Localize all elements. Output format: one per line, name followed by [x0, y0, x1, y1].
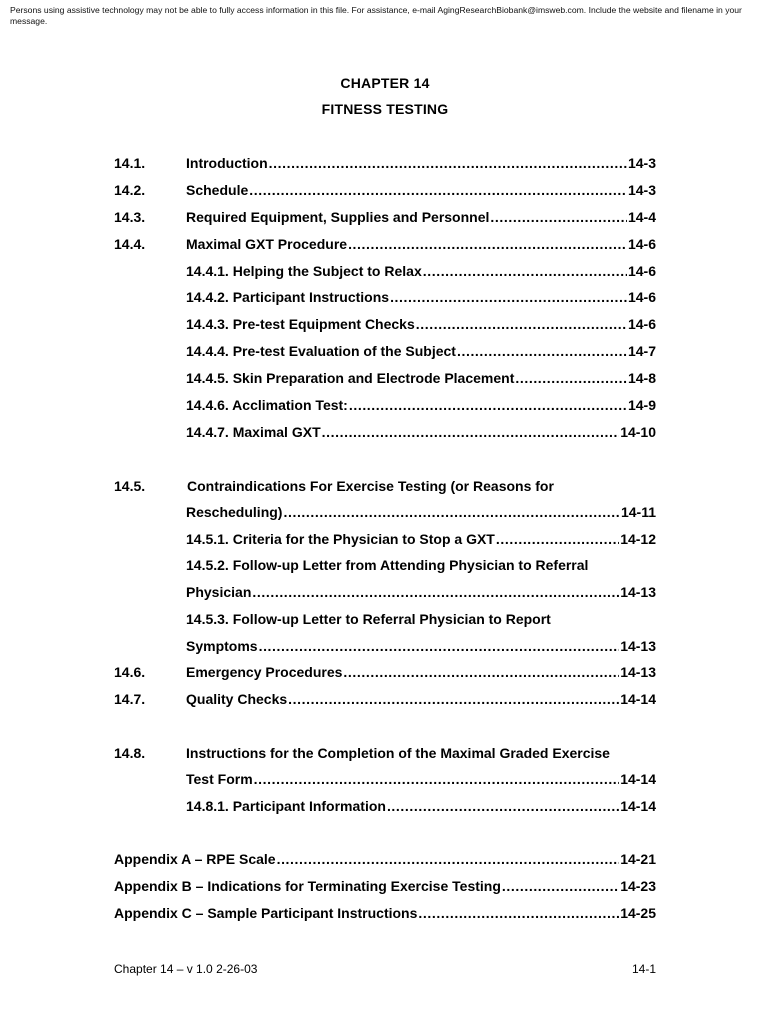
chapter-subtitle: FITNESS TESTING	[321, 101, 449, 117]
toc-entry-label: Appendix A – RPE Scale	[114, 851, 276, 867]
accessibility-notice: Persons using assistive technology may not be able to fully access information in this file. For assistance, e-mail AgingResearchBiobank@imsweb.com. Include the website and filename in your message.	[10, 5, 742, 26]
toc-leader-dots	[252, 581, 619, 603]
toc-number: 14.8.	[114, 745, 146, 761]
toc-entry[interactable]	[186, 233, 656, 255]
toc-entry-page: 14-8	[627, 370, 656, 386]
toc-entry-label: 14.4.5. Skin Preparation and Electrode Placement	[186, 370, 515, 386]
toc-entry[interactable]	[186, 528, 656, 550]
toc-leader-dots	[277, 848, 620, 870]
toc-leader-dots	[418, 902, 619, 924]
toc-leader-dots	[259, 635, 620, 657]
toc-leader-dots	[490, 206, 627, 228]
toc-appendix-entry[interactable]	[114, 875, 656, 897]
toc-entry-label: Appendix B – Indications for Terminating Exercise Testing	[114, 878, 501, 894]
toc-entry-label: Physician	[186, 584, 252, 600]
toc-leader-dots	[515, 367, 627, 389]
toc-entry-page: 14-21	[620, 851, 656, 867]
toc-number: 14.3.	[114, 209, 146, 225]
toc-leader-dots	[387, 795, 619, 817]
toc-entry[interactable]	[186, 286, 656, 308]
toc-leader-dots	[269, 152, 627, 174]
toc-entry[interactable]	[186, 179, 656, 201]
toc-entry-page: 14-7	[627, 343, 656, 359]
toc-entry-label: Rescheduling)	[186, 504, 283, 520]
toc-number: 14.7.	[114, 691, 146, 707]
toc-entry[interactable]	[186, 367, 656, 389]
toc-leader-dots	[502, 875, 619, 897]
toc-entry-page: 14-14	[620, 691, 656, 707]
toc-entry[interactable]	[186, 260, 656, 282]
toc-entry-page: 14-13	[620, 638, 656, 654]
toc-entry-label-line1[interactable]: 14.5.2. Follow-up Letter from Attending Physician to Referral	[186, 557, 589, 573]
toc-entry[interactable]	[186, 313, 656, 335]
toc-entry-label: 14.4.3. Pre-test Equipment Checks	[186, 316, 415, 332]
toc-entry-page: 14-23	[620, 878, 656, 894]
toc-entry[interactable]	[186, 152, 656, 174]
toc-entry-page: 14-6	[627, 236, 656, 252]
toc-entry-page: 14-4	[627, 209, 656, 225]
toc-entry[interactable]	[186, 501, 656, 523]
toc-leader-dots	[288, 688, 619, 710]
toc-leader-dots	[423, 260, 627, 282]
toc-leader-dots	[322, 421, 620, 443]
toc-entry[interactable]	[186, 635, 656, 657]
toc-entry-page: 14-6	[627, 263, 656, 279]
toc-entry-label: Symptoms	[186, 638, 258, 654]
toc-entry-page: 14-12	[620, 531, 656, 547]
toc-entry-label-line1[interactable]: Instructions for the Completion of the Maximal Graded Exercise	[186, 745, 610, 761]
toc-entry[interactable]	[186, 661, 656, 683]
toc-entry-page: 14-3	[627, 155, 656, 171]
toc-entry-page: 14-14	[620, 771, 656, 787]
toc-entry[interactable]	[186, 795, 656, 817]
toc-entry-label: Required Equipment, Supplies and Personnel	[186, 209, 490, 225]
toc-appendix-entry[interactable]	[114, 848, 656, 870]
toc-entry-label: Test Form	[186, 771, 253, 787]
toc-leader-dots	[416, 313, 627, 335]
toc-entry-label: 14.4.2. Participant Instructions	[186, 289, 390, 305]
toc-leader-dots	[348, 233, 627, 255]
toc-entry-label: 14.8.1. Participant Information	[186, 798, 386, 814]
toc-number: 14.2.	[114, 182, 146, 198]
chapter-title: CHAPTER 14	[340, 75, 430, 91]
toc-entry-label: 14.4.6. Acclimation Test:	[186, 397, 348, 413]
toc-entry-page: 14-13	[620, 664, 656, 680]
toc-number: 14.6.	[114, 664, 146, 680]
toc-entry[interactable]	[186, 688, 656, 710]
toc-entry-label: 14.4.4. Pre-test Evaluation of the Subject	[186, 343, 456, 359]
toc-entry[interactable]	[186, 340, 656, 362]
toc-entry[interactable]	[186, 394, 656, 416]
toc-leader-dots	[457, 340, 627, 362]
toc-leader-dots	[254, 768, 620, 790]
toc-entry-page: 14-11	[620, 504, 656, 520]
toc-entry-page: 14-6	[627, 289, 656, 305]
toc-leader-dots	[496, 528, 619, 550]
toc-number: 14.1.	[114, 155, 146, 171]
toc-leader-dots	[283, 501, 619, 523]
toc-entry-label: Quality Checks	[186, 691, 288, 707]
toc-entry-label: Schedule	[186, 182, 249, 198]
toc-entry-label: 14.5.1. Criteria for the Physician to Stop a GXT	[186, 531, 495, 547]
toc-entry-label: 14.4.1. Helping the Subject to Relax	[186, 263, 422, 279]
footer-page-number: 14-1	[631, 962, 656, 976]
toc-entry-page: 14-3	[627, 182, 656, 198]
toc-entry-label: Emergency Procedures	[186, 664, 343, 680]
toc-entry-page: 14-25	[620, 905, 656, 921]
toc-entry[interactable]	[186, 768, 656, 790]
toc-entry-label: Introduction	[186, 155, 268, 171]
toc-entry-label: Appendix C – Sample Participant Instructions	[114, 905, 418, 921]
toc-entry-page: 14-9	[627, 397, 656, 413]
toc-entry-page: 14-14	[620, 798, 656, 814]
toc-leader-dots	[343, 661, 619, 683]
toc-entry[interactable]	[186, 206, 656, 228]
toc-entry-label: Maximal GXT Procedure	[186, 236, 348, 252]
toc-entry-label: 14.4.7. Maximal GXT	[186, 424, 321, 440]
toc-number: 14.5.	[114, 478, 146, 494]
toc-entry-label-line1[interactable]: Contraindications For Exercise Testing (or Reasons for	[187, 478, 554, 494]
toc-entry[interactable]	[186, 581, 656, 603]
toc-entry-page: 14-13	[620, 584, 656, 600]
toc-appendix-entry[interactable]	[114, 902, 656, 924]
footer-version: Chapter 14 – v 1.0 2-26-03	[114, 962, 258, 976]
toc-entry-label-line1[interactable]: 14.5.3. Follow-up Letter to Referral Physician to Report	[186, 611, 551, 627]
toc-number: 14.4.	[114, 236, 146, 252]
toc-leader-dots	[349, 394, 627, 416]
toc-entry-page: 14-10	[620, 424, 656, 440]
toc-entry-page: 14-6	[627, 316, 656, 332]
toc-entry[interactable]	[186, 421, 656, 443]
toc-leader-dots	[249, 179, 627, 201]
toc-leader-dots	[390, 286, 627, 308]
